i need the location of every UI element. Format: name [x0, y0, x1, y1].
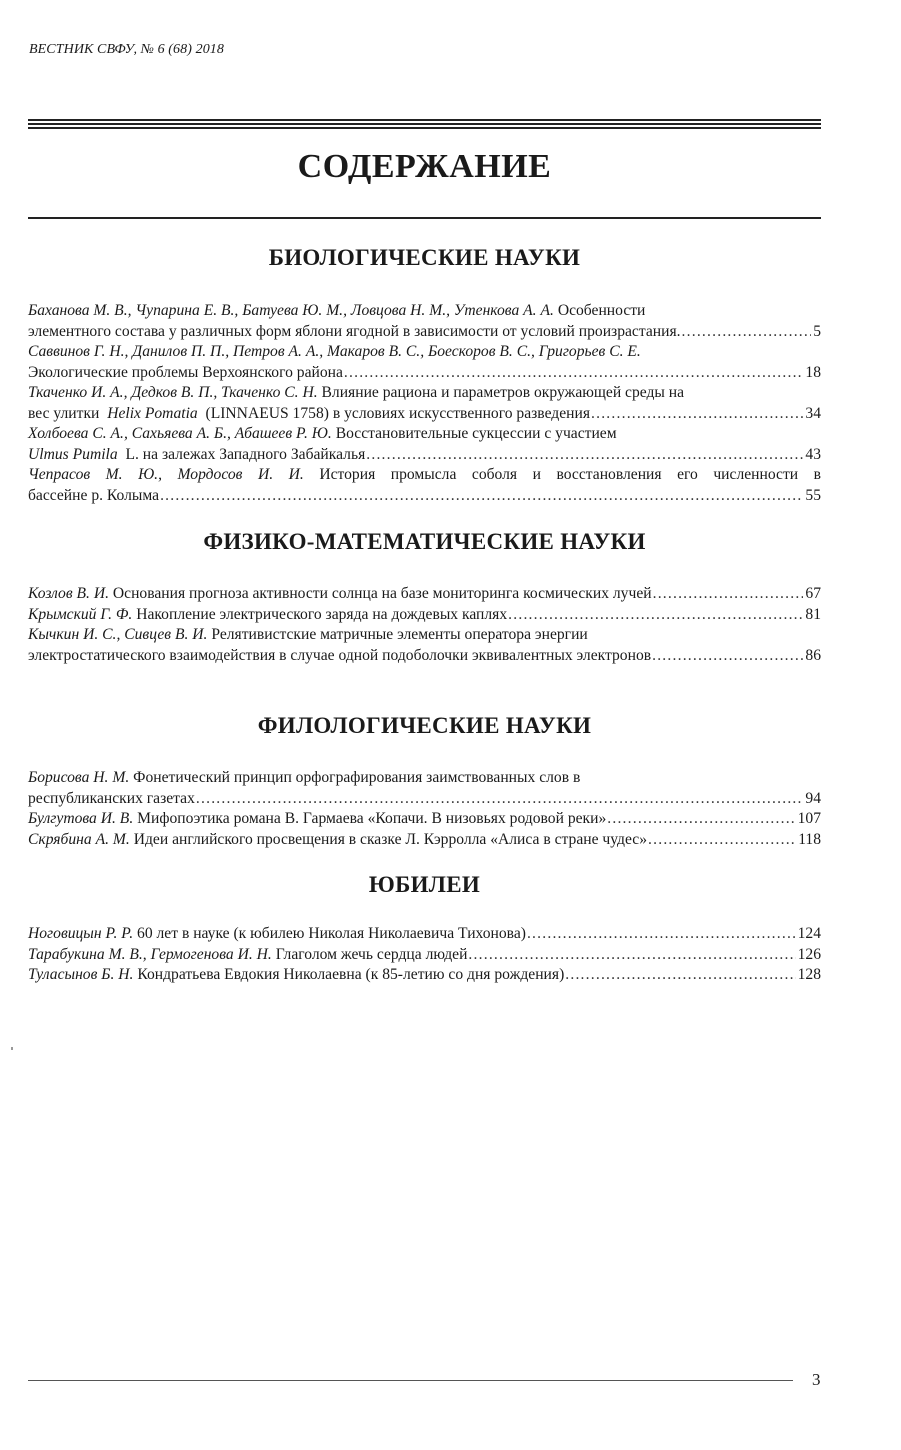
toc-entry[interactable]: [28, 625, 821, 666]
entry-title: История промысла соболя и восстановления его численности в: [319, 466, 821, 483]
entry-title: Фонетический принцип орфографирования заимствованных слов в: [133, 769, 581, 786]
entry-authors: Баханова М. В., Чупарина Е. В., Батуева Ю. М., Ловцова Н. М., Утенкова А. А.: [28, 302, 554, 319]
rule-line: [28, 123, 821, 125]
entry-authors: Борисова Н. М.: [28, 769, 130, 786]
dot-leader: [653, 584, 804, 605]
entry-title-cont: электростатического взаимодействия в случае одной подоболочки эквивалентных электронов: [28, 646, 652, 664]
entry-title-text: L. на залежах Западного Забайкалья: [121, 445, 366, 463]
toc-entry[interactable]: [28, 584, 821, 605]
entry-page-number[interactable]: 118: [798, 830, 821, 848]
toc-entry[interactable]: [28, 965, 821, 986]
dot-leader: [196, 789, 804, 810]
entry-page-number[interactable]: 94: [805, 789, 821, 807]
entry-page-number[interactable]: 126: [797, 945, 821, 963]
header-triple-rule: [28, 119, 821, 129]
entry-title: 60 лет в науке (к юбилею Николая Николаевича Тихонова): [137, 925, 526, 942]
entry-page-number[interactable]: 107: [797, 810, 821, 827]
toc-entry[interactable]: [28, 301, 821, 342]
entry-title-cont: [28, 445, 365, 466]
entry-title: Восстановительные сукцессии с участием: [335, 425, 617, 442]
section-heading-physics-math: ФИЗИКО-МАТЕМАТИЧЕСКИЕ НАУКИ: [203, 529, 646, 554]
entry-title: Основания прогноза активности солнца на базе мониторинга космических лучей: [112, 585, 652, 602]
justified-line: [28, 465, 821, 486]
entry-title: Мифопоэтика романа В. Гармаева «Копачи. В низовьях родовой реки»: [137, 810, 607, 827]
entry-title: Особенности: [557, 302, 646, 319]
entry-authors: Холбоева С. А., Сахьяева А. Б., Абашеев Р. Ю.: [28, 425, 332, 442]
running-head: ВЕСТНИК СВФУ, № 6 (68) 2018: [29, 42, 224, 57]
dot-leader: [468, 945, 795, 966]
dot-leader: [527, 924, 796, 945]
entry-page-number[interactable]: 18: [805, 363, 821, 381]
entry-authors: Крымский Г. Ф.: [28, 605, 133, 623]
toc-entry[interactable]: [28, 830, 821, 851]
entry-authors: Чепрасов М. Ю., Мордосов И. И.: [28, 466, 304, 483]
entry-page-number[interactable]: 34: [805, 404, 821, 422]
section-list-philology: [28, 768, 821, 850]
entry-title: Релятивистские матричные элементы оператора энергии: [211, 626, 588, 643]
entry-authors: Саввинов Г. Н., Данилов П. П., Петров А. А., Макаров В. С., Боескоров В. С., Григорьев С. Е.: [28, 343, 641, 360]
section-heading-biology: БИОЛОГИЧЕСКИЕ НАУКИ: [268, 245, 581, 270]
entry-authors: Туласынов Б. Н.: [28, 966, 134, 983]
toc-entry[interactable]: [28, 924, 821, 945]
dot-leader: [591, 404, 803, 425]
entry-title-text: (LINNAEUS 1758) в условиях искусственного разведения: [201, 404, 591, 422]
entry-page-number[interactable]: 124: [797, 925, 821, 942]
dot-leader: [366, 445, 803, 466]
section-list-biology: [28, 301, 821, 506]
entry-authors: Скрябина А. М.: [28, 830, 130, 848]
section-heading-jubilees: ЮБИЛЕИ: [368, 872, 481, 897]
section-list-physics-math: [28, 584, 821, 666]
entry-page-number[interactable]: 43: [805, 445, 821, 463]
entry-title-cont: [28, 404, 590, 425]
dot-leader: [344, 363, 804, 384]
entry-title: Глаголом жечь сердца людей: [275, 945, 468, 963]
dot-leader: [682, 322, 812, 343]
entry-title: Влияние рациона и параметров окружающей среды на: [321, 384, 685, 401]
entry-title-cont: республиканских газетах: [28, 789, 195, 807]
entry-authors: Козлов В. И.: [28, 585, 109, 602]
entry-title: Экологические проблемы Верхоянского района: [28, 363, 343, 381]
dot-leader: [160, 486, 803, 507]
entry-title: Кондратьева Евдокия Николаевна (к 85-летию со дня рождения): [137, 966, 565, 983]
entry-page-number[interactable]: 86: [805, 646, 821, 664]
toc-entry[interactable]: [28, 424, 821, 465]
page-number: 3: [812, 1370, 821, 1389]
toc-entry[interactable]: [28, 342, 821, 383]
entry-title-cont: бассейне р. Колыма: [28, 486, 160, 504]
rule-line: [28, 119, 821, 121]
species-name: Helix Pomatia: [107, 404, 198, 422]
toc-entry[interactable]: [28, 945, 821, 966]
entry-page-number[interactable]: 5: [813, 322, 821, 340]
section-list-jubilees: [28, 924, 821, 986]
dot-leader: [607, 809, 795, 830]
toc-entry[interactable]: [28, 809, 821, 830]
entry-title-cont: элементного состава у различных форм яблони ягодной в зависимости от условий произрастания.: [28, 322, 681, 340]
section-heading-philology: ФИЛОЛОГИЧЕСКИЕ НАУКИ: [257, 713, 592, 738]
species-name: Ulmus Pumila: [28, 445, 118, 463]
entry-authors: Тарабукина М. В., Гермогенова И. Н.: [28, 945, 272, 963]
entry-page-number[interactable]: 81: [805, 605, 821, 623]
dot-leader: [565, 965, 795, 986]
toc-entry[interactable]: [28, 768, 821, 809]
toc-entry[interactable]: [28, 465, 821, 506]
entry-authors: Булгутова И. В.: [28, 810, 134, 827]
entry-authors: Ноговицын Р. Р.: [28, 925, 134, 942]
toc-entry[interactable]: [28, 383, 821, 424]
entry-page-number[interactable]: 55: [805, 486, 821, 504]
entry-authors: Ткаченко И. А., Дедков В. П., Ткаченко С. Н.: [28, 384, 318, 401]
toc-entry[interactable]: [28, 605, 821, 626]
entry-authors: Кычкин И. С., Сивцев В. И.: [28, 626, 208, 643]
title-rule: [28, 217, 821, 219]
dot-leader: [648, 830, 796, 851]
footer-rule: [28, 1380, 793, 1381]
entry-title: Накопление электрического заряда на дождевых каплях: [136, 605, 508, 623]
entry-title: Идеи английского просвещения в сказке Л. Кэрролла «Алиса в стране чудес»: [133, 830, 648, 848]
rule-line: [28, 127, 821, 129]
entry-title-text: вес улитки: [28, 404, 104, 422]
scan-speck: [11, 1047, 13, 1050]
dot-leader: [508, 605, 803, 626]
entry-page-number[interactable]: 67: [805, 585, 821, 602]
dot-leader: [652, 646, 803, 667]
entry-page-number[interactable]: 128: [797, 966, 821, 983]
page-title: СОДЕРЖАНИЕ: [297, 148, 552, 185]
